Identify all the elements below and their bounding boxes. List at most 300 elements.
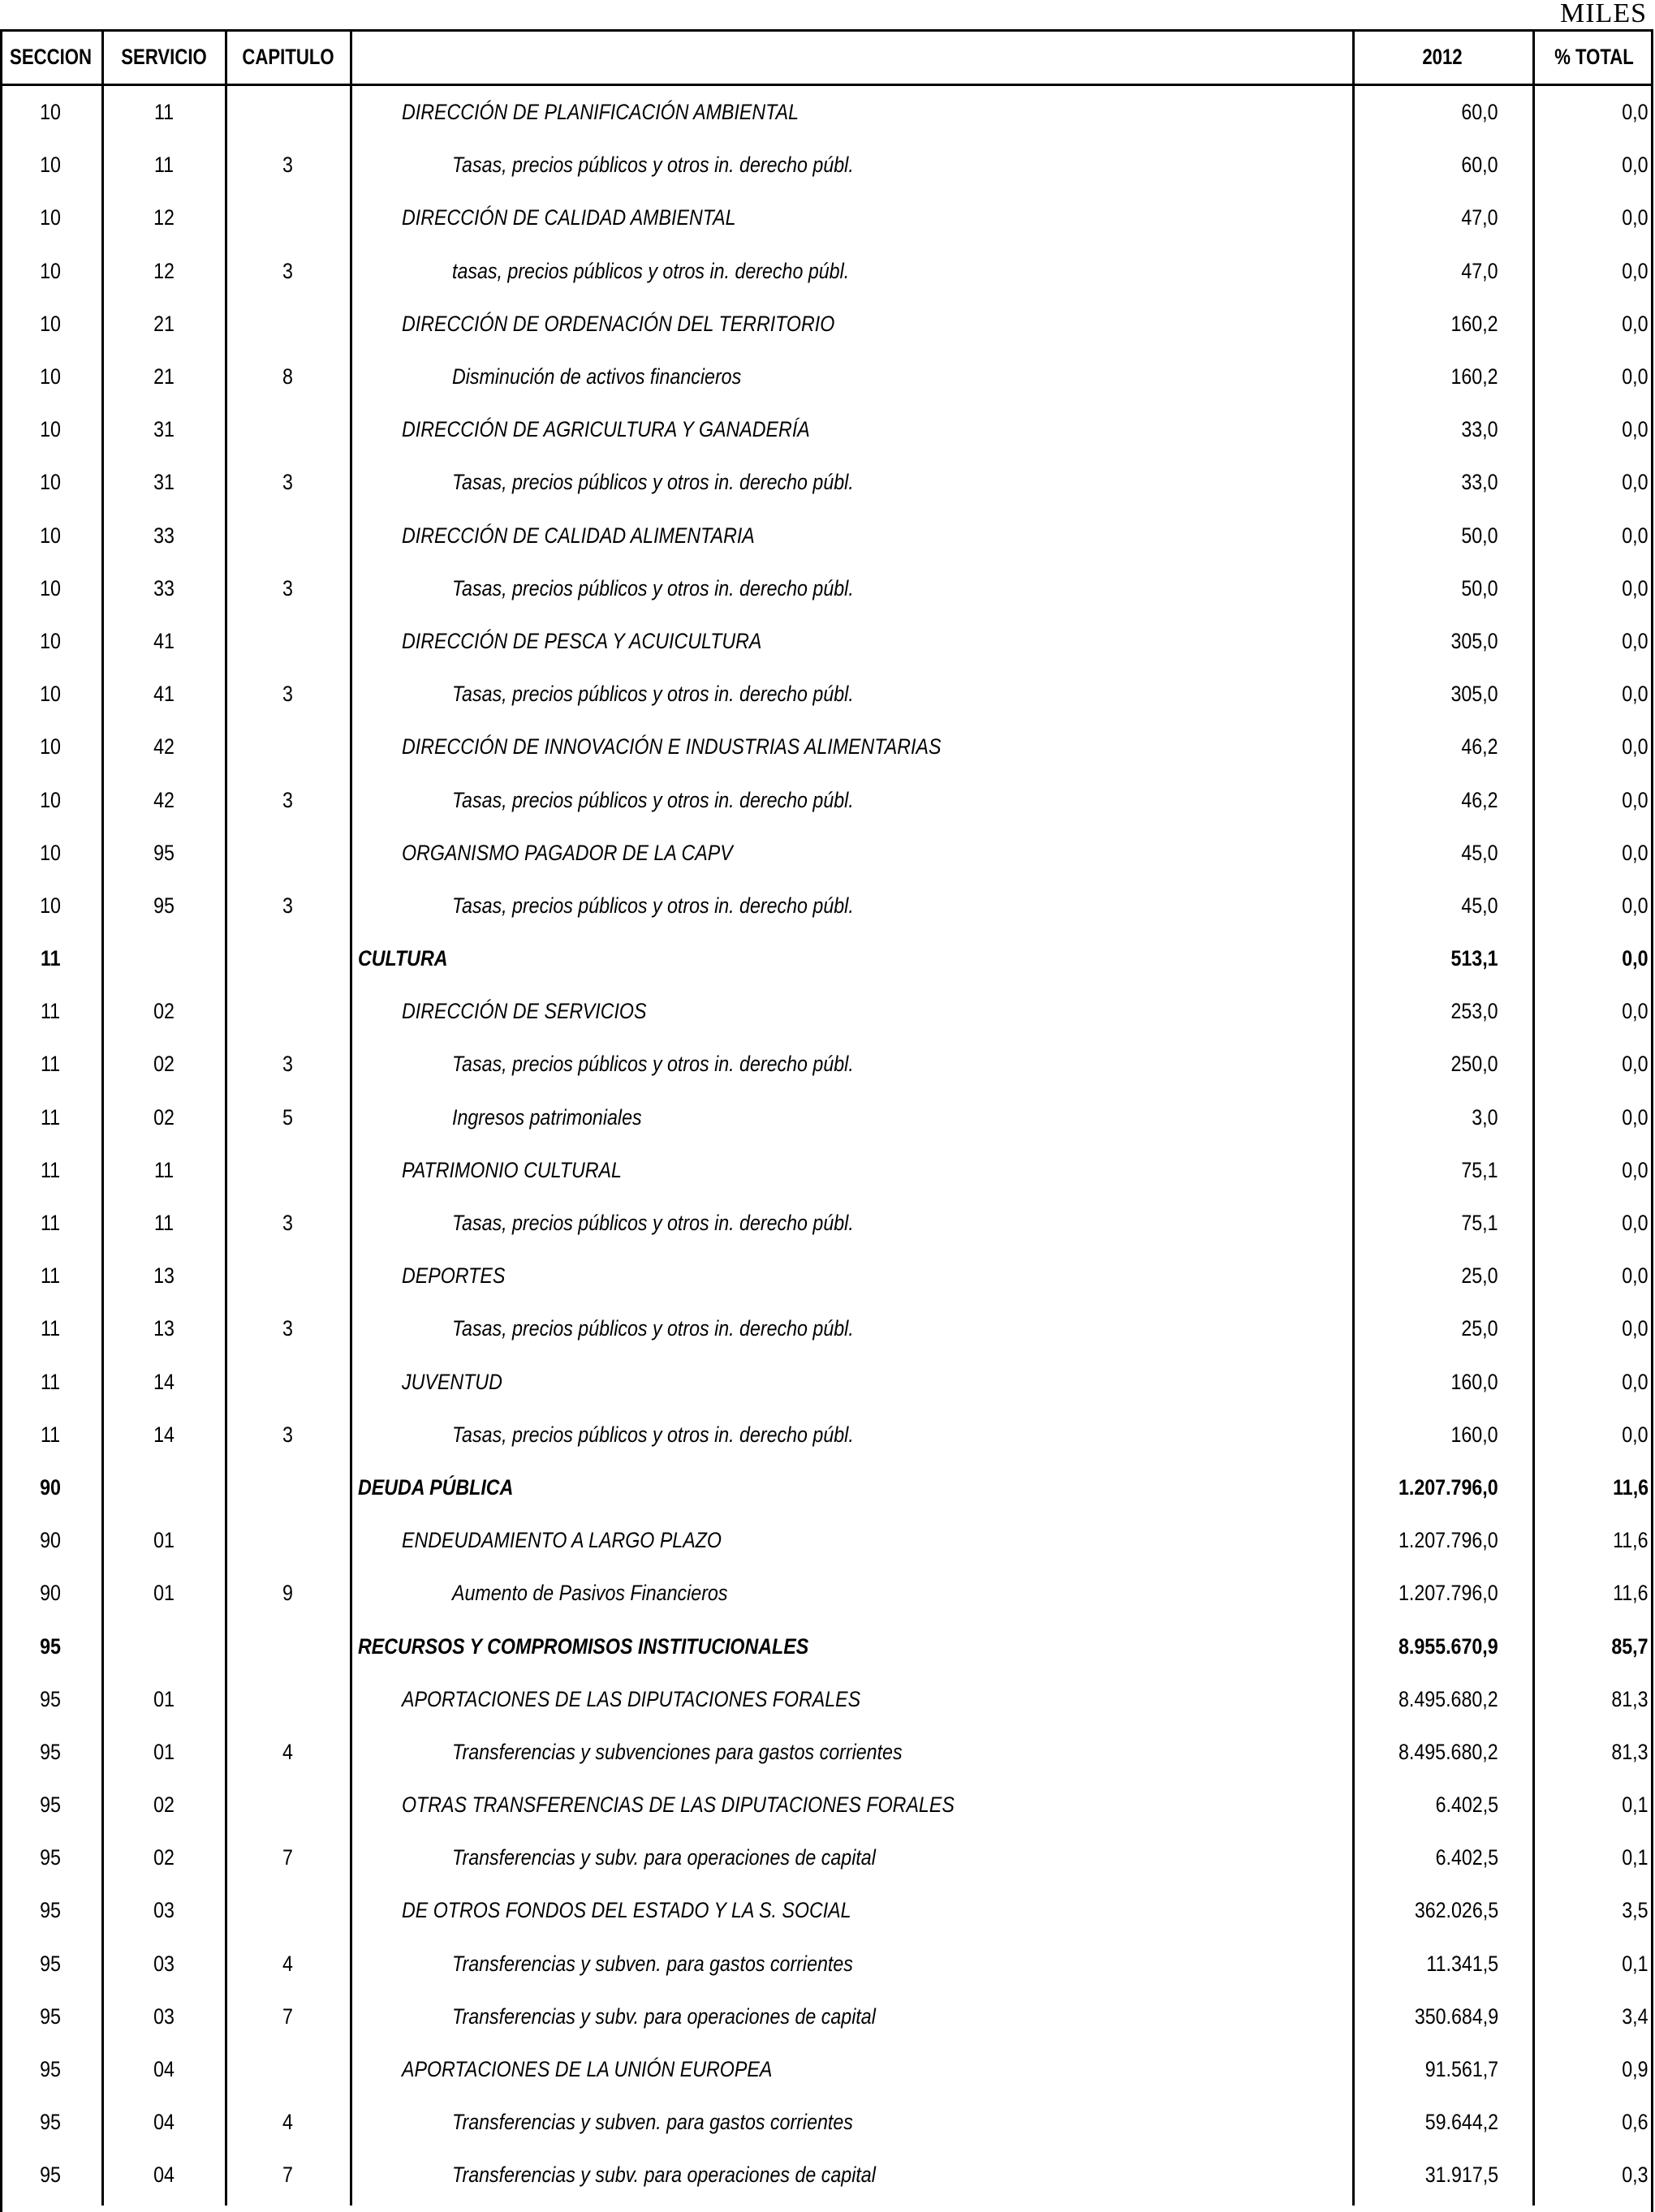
cell-pct-total [1535,932,1649,985]
cell-seccion [0,932,101,985]
cell-importe-2012 [1352,1673,1498,1726]
cell-descripcion [350,2043,1404,2096]
cell-pct-total-text: 11,6 [1613,1474,1649,1500]
cell-capitulo [226,510,350,562]
cell-servicio-text: 42 [153,734,175,760]
cell-servicio-text: 95 [153,840,175,865]
cell-seccion-text: 10 [40,787,62,812]
cell-seccion [0,773,101,826]
cell-servicio [101,245,226,298]
cell-servicio [101,1302,226,1355]
cell-pct-total [1535,1250,1649,1302]
cell-descripcion [350,351,1455,403]
cell-seccion-text: 95 [40,1898,62,1923]
cell-servicio [101,1197,226,1250]
cell-pct-total-text: 0,9 [1622,2057,1649,2082]
table-row [0,880,1653,932]
cell-capitulo-text: 3 [282,470,294,495]
cell-capitulo [226,827,350,880]
cell-servicio-text: 02 [153,1845,175,1870]
cell-capitulo [226,1409,350,1461]
cell-importe-2012 [1352,1144,1498,1197]
cell-importe-2012-text: 160,2 [1450,311,1498,336]
cell-importe-2012-text: 46,2 [1461,787,1498,812]
cell-seccion [0,351,101,403]
cell-servicio-text: 31 [153,417,175,442]
cell-servicio [101,1990,226,2043]
cell-pct-total-text: 0,0 [1622,523,1649,548]
cell-descripcion-text: Tasas, precios públicos y otros in. derecho públ. [452,787,854,812]
cell-seccion [0,615,101,668]
cell-capitulo [226,880,350,932]
cell-servicio [101,1884,226,1937]
cell-capitulo-text: 4 [282,1739,294,1764]
cell-capitulo [226,1302,350,1355]
cell-descripcion [350,615,1404,668]
cell-descripcion [350,510,1404,562]
cell-servicio-text: 04 [153,2057,175,2082]
cell-seccion [0,403,101,456]
cell-capitulo [226,1779,350,1831]
cell-importe-2012 [1352,1409,1498,1461]
cell-importe-2012 [1352,827,1498,880]
cell-capitulo-text: 3 [282,1211,294,1236]
cell-importe-2012-text: 33,0 [1461,417,1498,442]
cell-descripcion [350,1144,1404,1197]
table-row [0,932,1653,985]
cell-descripcion-text: DIRECCIÓN DE CALIDAD ALIMENTARIA [402,523,755,548]
cell-capitulo [226,668,350,721]
cell-pct-total-text: 0,0 [1622,946,1649,971]
cell-pct-total-text: 0,0 [1622,734,1649,760]
cell-seccion [0,298,101,351]
cell-pct-total-text: 0,0 [1622,999,1649,1024]
cell-seccion [0,880,101,932]
cell-seccion-text: 95 [40,1792,62,1818]
cell-pct-total [1535,139,1649,192]
cell-descripcion-text: Disminución de activos financieros [452,364,742,389]
cell-descripcion-text: DIRECCIÓN DE PESCA Y ACUICULTURA [402,628,762,653]
cell-capitulo-text: 7 [282,2003,294,2029]
cell-capitulo-text: 7 [282,1845,294,1870]
cell-seccion [0,2096,101,2149]
cell-pct-total [1535,1514,1649,1567]
table-row [0,1673,1653,1726]
cell-importe-2012 [1352,1620,1498,1672]
cell-descripcion [350,827,1404,880]
cell-importe-2012-text: 513,1 [1450,946,1498,971]
cell-descripcion [350,932,1360,985]
cell-servicio [101,139,226,192]
table-row [0,615,1653,668]
cell-pct-total-text: 3,4 [1622,2003,1649,2029]
cell-descripcion [350,1831,1455,1884]
cell-servicio [101,86,226,139]
cell-seccion [0,1884,101,1937]
cell-importe-2012-text: 3,0 [1472,1104,1498,1130]
cell-importe-2012-text: 50,0 [1461,523,1498,548]
cell-pct-total [1535,615,1649,668]
cell-pct-total-text: 11,6 [1613,1528,1649,1553]
table-row [0,773,1653,826]
cell-pct-total-text: 81,3 [1611,1739,1649,1764]
cell-descripcion [350,721,1404,773]
table-row [0,1938,1653,1990]
cell-importe-2012-text: 8.495.680,2 [1399,1739,1498,1764]
cell-seccion-text: 95 [40,2163,62,2188]
cell-capitulo [226,1356,350,1409]
cell-seccion [0,1938,101,1990]
cell-pct-total-text: 0,0 [1622,787,1649,812]
cell-seccion [0,1409,101,1461]
cell-pct-total-text: 85,7 [1611,1633,1649,1659]
cell-importe-2012-text: 6.402,5 [1435,1792,1498,1818]
cell-pct-total [1535,1302,1649,1355]
cell-importe-2012 [1352,1197,1498,1250]
cell-servicio-text: 04 [153,2110,175,2135]
cell-seccion-text: 95 [40,1739,62,1764]
cell-capitulo [226,2149,350,2201]
table-row [0,1779,1653,1831]
cell-seccion [0,668,101,721]
table-row [0,2096,1653,2149]
cell-pct-total-text: 11,6 [1613,1581,1649,1606]
cell-capitulo-text: 3 [282,258,294,283]
cell-capitulo [226,1567,350,1620]
cell-descripcion-text: DEUDA PÚBLICA [358,1474,514,1500]
cell-pct-total-text: 0,0 [1622,1316,1649,1341]
table-row [0,1091,1653,1144]
cell-descripcion-text: PATRIMONIO CULTURAL [402,1157,622,1182]
cell-pct-total-text: 0,0 [1622,1052,1649,1077]
cell-importe-2012 [1352,1938,1498,1990]
cell-servicio [101,1356,226,1409]
cell-servicio [101,932,226,985]
cell-servicio-text: 13 [153,1263,175,1289]
cell-descripcion [350,668,1455,721]
cell-descripcion [350,2149,1455,2201]
table-row [0,1567,1653,1620]
cell-servicio-text: 01 [153,1739,175,1764]
cell-seccion-text: 95 [40,1633,62,1659]
cell-servicio [101,1938,226,1990]
cell-pct-total [1535,827,1649,880]
header-year: 2012 [1422,45,1463,69]
cell-importe-2012-text: 305,0 [1450,628,1498,653]
cell-pct-total [1535,351,1649,403]
cell-descripcion-text: DIRECCIÓN DE AGRICULTURA Y GANADERÍA [402,417,810,442]
cell-descripcion [350,1250,1404,1302]
cell-descripcion [350,403,1404,456]
cell-seccion [0,1620,101,1672]
cell-importe-2012 [1352,192,1498,244]
table-row [0,1197,1653,1250]
table-row [0,1461,1653,1514]
units-label: MILES [1560,0,1647,28]
cell-servicio-text: 11 [153,153,175,178]
cell-importe-2012-text: 47,0 [1461,205,1498,230]
cell-pct-total [1535,1197,1649,1250]
cell-pct-total [1535,1091,1649,1144]
cell-importe-2012 [1352,721,1498,773]
cell-seccion-text: 11 [41,1369,61,1394]
cell-seccion-text: 10 [40,100,62,125]
cell-capitulo [226,2043,350,2096]
cell-importe-2012 [1352,351,1498,403]
table-row [0,721,1653,773]
cell-importe-2012-text: 362.026,5 [1414,1898,1498,1923]
table-row [0,403,1653,456]
cell-capitulo-text: 5 [282,1104,294,1130]
cell-importe-2012 [1352,2149,1498,2201]
cell-pct-total-text: 0,0 [1622,1263,1649,1289]
cell-servicio-text: 04 [153,2163,175,2188]
cell-pct-total [1535,2043,1649,2096]
cell-descripcion [350,880,1455,932]
cell-importe-2012 [1352,1250,1498,1302]
cell-pct-total [1535,192,1649,244]
cell-seccion-text: 10 [40,523,62,548]
table-row [0,245,1653,298]
cell-seccion [0,1779,101,1831]
cell-servicio [101,1831,226,1884]
cell-seccion [0,1356,101,1409]
cell-descripcion-text: DEPORTES [402,1263,506,1289]
cell-capitulo [226,1938,350,1990]
cell-pct-total-text: 81,3 [1611,1686,1649,1711]
cell-importe-2012 [1352,932,1498,985]
table-row [0,827,1653,880]
cell-servicio [101,721,226,773]
cell-servicio [101,773,226,826]
cell-pct-total [1535,1620,1649,1672]
cell-importe-2012 [1352,1091,1498,1144]
cell-descripcion-text: APORTACIONES DE LAS DIPUTACIONES FORALES [402,1686,861,1711]
cell-descripcion [350,1091,1455,1144]
cell-descripcion [350,1779,1404,1831]
header-seccion: SECCION [10,45,92,69]
cell-seccion-text: 10 [40,893,62,918]
cell-servicio [101,827,226,880]
cell-seccion-text: 10 [40,628,62,653]
cell-seccion [0,1144,101,1197]
cell-servicio-text: 02 [153,1052,175,1077]
cell-seccion [0,1197,101,1250]
cell-importe-2012 [1352,615,1498,668]
cell-descripcion [350,1356,1404,1409]
cell-capitulo-text: 4 [282,2110,294,2135]
cell-seccion-text: 11 [41,1157,61,1182]
cell-importe-2012 [1352,1514,1498,1567]
cell-seccion [0,86,101,139]
cell-servicio [101,1779,226,1831]
cell-descripcion [350,1567,1455,1620]
cell-seccion-text: 10 [40,153,62,178]
cell-descripcion-text: Transferencias y subv. para operaciones de capital [452,1845,876,1870]
cell-servicio-text: 21 [153,364,175,389]
cell-seccion-text: 11 [41,1263,61,1289]
cell-descripcion-text: DIRECCIÓN DE ORDENACIÓN DEL TERRITORIO [402,311,835,336]
cell-importe-2012-text: 350.684,9 [1414,2003,1498,2029]
cell-capitulo-text: 3 [282,787,294,812]
cell-capitulo [226,932,350,985]
cell-pct-total-text: 0,0 [1622,153,1649,178]
cell-servicio-text: 31 [153,470,175,495]
cell-importe-2012-text: 75,1 [1461,1157,1498,1182]
cell-seccion [0,456,101,509]
cell-seccion [0,139,101,192]
cell-pct-total-text: 0,0 [1622,100,1649,125]
cell-descripcion [350,1514,1404,1567]
cell-seccion-text: 10 [40,470,62,495]
cell-seccion [0,1990,101,2043]
cell-importe-2012 [1352,139,1498,192]
table-row [0,2149,1653,2201]
cell-importe-2012 [1352,1302,1498,1355]
cell-servicio-text: 13 [153,1316,175,1341]
cell-descripcion-text: Transferencias y subv. para operaciones de capital [452,2163,876,2188]
table-row [0,1726,1653,1779]
cell-importe-2012 [1352,562,1498,615]
cell-servicio-text: 01 [153,1686,175,1711]
cell-descripcion-text: Aumento de Pasivos Financieros [452,1581,728,1606]
cell-servicio-text: 11 [153,1157,175,1182]
cell-capitulo [226,2096,350,2149]
cell-pct-total-text: 0,0 [1622,575,1649,600]
cell-seccion-text: 11 [41,1211,61,1236]
cell-descripcion-text: DE OTROS FONDOS DEL ESTADO Y LA S. SOCIAL [402,1898,851,1923]
cell-servicio [101,1620,226,1672]
cell-servicio [101,880,226,932]
cell-importe-2012-text: 6.402,5 [1435,1845,1498,1870]
cell-capitulo [226,1091,350,1144]
cell-importe-2012-text: 75,1 [1461,1211,1498,1236]
cell-descripcion [350,245,1455,298]
cell-seccion-text: 95 [40,2003,62,2029]
cell-seccion-text: 11 [41,1316,61,1341]
cell-pct-total [1535,721,1649,773]
cell-pct-total [1535,298,1649,351]
cell-importe-2012-text: 1.207.796,0 [1399,1581,1498,1606]
cell-seccion-text: 11 [41,1052,61,1077]
cell-servicio [101,1673,226,1726]
cell-servicio-text: 14 [153,1369,175,1394]
cell-capitulo [226,456,350,509]
cell-descripcion-text: Tasas, precios públicos y otros in. derecho públ. [452,1052,854,1077]
cell-servicio-text: 02 [153,1792,175,1818]
table-row [0,1620,1653,1672]
cell-pct-total-text: 0,1 [1622,1792,1649,1818]
cell-servicio-text: 01 [153,1581,175,1606]
cell-descripcion-text: Tasas, precios públicos y otros in. derecho públ. [452,893,854,918]
cell-capitulo [226,615,350,668]
cell-importe-2012 [1352,1831,1498,1884]
cell-descripcion [350,1884,1404,1937]
cell-descripcion-text: Tasas, precios públicos y otros in. derecho públ. [452,153,854,178]
cell-pct-total [1535,1726,1649,1779]
cell-servicio [101,192,226,244]
cell-importe-2012-text: 25,0 [1461,1263,1498,1289]
cell-capitulo [226,1831,350,1884]
cell-capitulo-text: 3 [282,1422,294,1447]
table-row [0,562,1653,615]
cell-descripcion-text: ENDEUDAMIENTO A LARGO PLAZO [402,1528,722,1553]
cell-seccion [0,2149,101,2201]
cell-servicio [101,2043,226,2096]
cell-importe-2012-text: 250,0 [1450,1052,1498,1077]
cell-seccion [0,1038,101,1091]
cell-seccion [0,1831,101,1884]
cell-servicio [101,2096,226,2149]
cell-descripcion-text: CULTURA [358,946,448,971]
cell-seccion [0,985,101,1038]
cell-seccion-text: 10 [40,840,62,865]
cell-capitulo [226,1250,350,1302]
cell-descripcion [350,1726,1455,1779]
cell-servicio [101,668,226,721]
cell-servicio [101,351,226,403]
cell-descripcion [350,773,1455,826]
cell-servicio [101,1726,226,1779]
cell-seccion-text: 10 [40,682,62,707]
cell-descripcion [350,139,1455,192]
cell-seccion-text: 95 [40,1845,62,1870]
cell-capitulo [226,1673,350,1726]
cell-capitulo [226,721,350,773]
cell-descripcion-text: DIRECCIÓN DE PLANIFICACIÓN AMBIENTAL [402,100,799,125]
cell-importe-2012 [1352,1726,1498,1779]
cell-importe-2012 [1352,773,1498,826]
cell-importe-2012 [1352,298,1498,351]
cell-descripcion [350,1197,1455,1250]
cell-servicio-text: 41 [153,682,175,707]
cell-capitulo [226,1620,350,1672]
cell-descripcion [350,1990,1455,2043]
cell-capitulo [226,1514,350,1567]
table-row [0,1250,1653,1302]
cell-seccion-text: 90 [40,1474,62,1500]
cell-importe-2012 [1352,985,1498,1038]
cell-servicio-text: 12 [153,258,175,283]
cell-servicio-text: 01 [153,1528,175,1553]
cell-descripcion-text: Tasas, precios públicos y otros in. derecho públ. [452,1211,854,1236]
cell-importe-2012 [1352,245,1498,298]
cell-pct-total-text: 0,0 [1622,1369,1649,1394]
cell-capitulo [226,1038,350,1091]
cell-pct-total [1535,1831,1649,1884]
cell-servicio-text: 33 [153,575,175,600]
cell-pct-total [1535,1567,1649,1620]
cell-importe-2012-text: 60,0 [1461,100,1498,125]
cell-importe-2012-text: 11.341,5 [1426,1951,1498,1976]
cell-descripcion [350,1620,1360,1672]
cell-capitulo-text: 8 [282,364,294,389]
cell-importe-2012-text: 305,0 [1450,682,1498,707]
cell-seccion-text: 95 [40,2057,62,2082]
cell-importe-2012 [1352,668,1498,721]
cell-servicio-text: 12 [153,205,175,230]
cell-servicio [101,1567,226,1620]
cell-pct-total-text: 0,0 [1622,417,1649,442]
cell-capitulo-text: 4 [282,1951,294,1976]
cell-descripcion [350,1409,1455,1461]
cell-capitulo [226,1726,350,1779]
cell-importe-2012-text: 8.495.680,2 [1399,1686,1498,1711]
cell-descripcion-text: Ingresos patrimoniales [452,1104,642,1130]
cell-importe-2012-text: 47,0 [1461,258,1498,283]
cell-importe-2012 [1352,1779,1498,1831]
cell-pct-total [1535,403,1649,456]
